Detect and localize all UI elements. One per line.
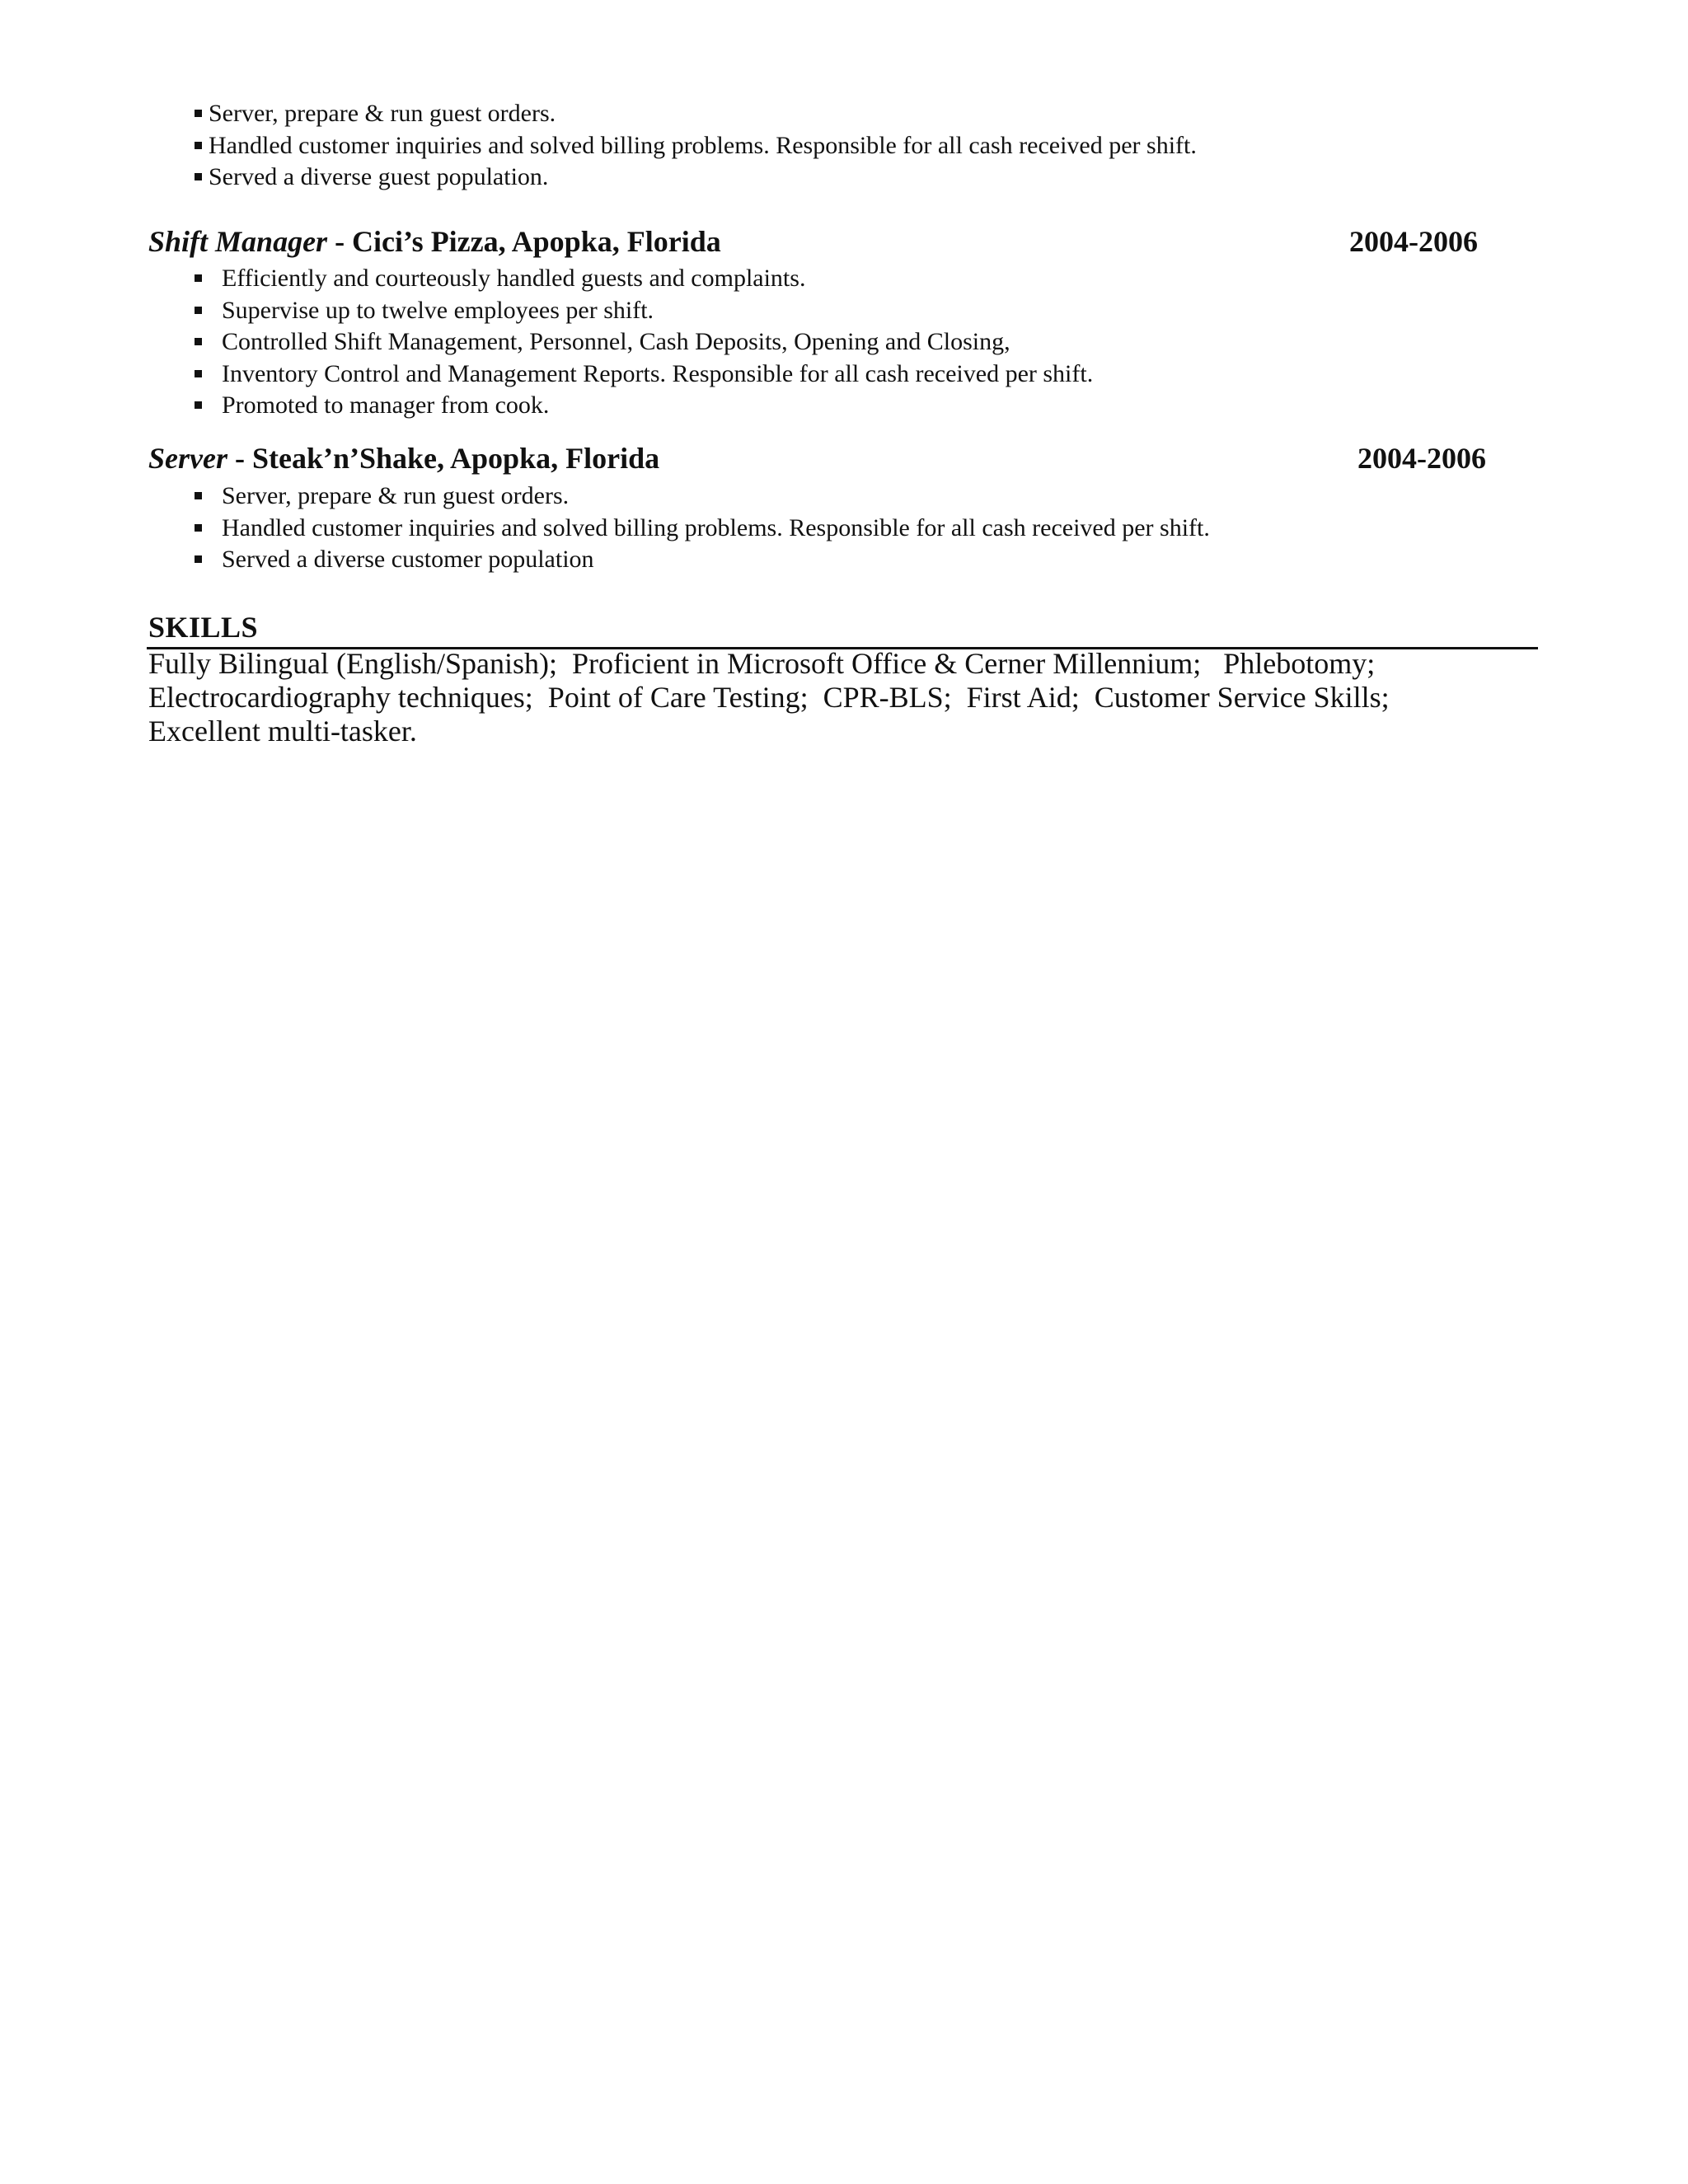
job-employer: - Steak’n’Shake, Apopka, Florida bbox=[227, 442, 660, 475]
previous-job-bullets bbox=[195, 98, 1197, 194]
skills-line: Electrocardiography techniques; Point of Care Testing; CPR-BLS; First Aid; Customer Service Skills; bbox=[148, 681, 1390, 714]
bullet-icon bbox=[195, 401, 202, 409]
bullet-icon bbox=[195, 307, 202, 314]
job-years: 2004-2006 bbox=[1349, 225, 1478, 258]
list-item: Server, prepare & run guest orders. bbox=[195, 480, 1210, 513]
skills-text bbox=[148, 647, 1533, 748]
job-role: Server bbox=[148, 442, 227, 475]
list-item: Controlled Shift Management, Personnel, Cash Deposits, Opening and Closing, bbox=[195, 326, 1093, 359]
skills-line: Fully Bilingual (English/Spanish); Proficient in Microsoft Office & Cerner Millennium; Phlebotomy; bbox=[148, 647, 1376, 680]
bullet-icon bbox=[195, 173, 202, 180]
list-item: Efficiently and courteously handled guests and complaints. bbox=[195, 263, 1093, 295]
bullet-icon bbox=[195, 492, 202, 499]
job-heading bbox=[148, 224, 721, 259]
bullet-icon bbox=[195, 524, 202, 532]
bullet-icon bbox=[195, 142, 202, 149]
list-item: Supervise up to twelve employees per shift. bbox=[195, 295, 1093, 327]
bullet-icon bbox=[195, 110, 202, 117]
bullet-icon bbox=[195, 274, 202, 282]
bullet-icon bbox=[195, 338, 202, 345]
list-item: Served a diverse guest population. bbox=[195, 162, 1197, 194]
job-role: Shift Manager bbox=[148, 225, 328, 258]
job-employer: - Cici’s Pizza, Apopka, Florida bbox=[327, 225, 721, 258]
job-years: 2004-2006 bbox=[1357, 442, 1486, 475]
bullet-icon bbox=[195, 555, 202, 563]
section-title-skills: SKILLS bbox=[148, 611, 259, 644]
list-item: Server, prepare & run guest orders. bbox=[195, 98, 1197, 130]
skills-line: Excellent multi-tasker. bbox=[148, 715, 417, 748]
list-item: Handled customer inquiries and solved billing problems. Responsible for all cash received per shift. bbox=[195, 513, 1210, 545]
job-bullets bbox=[195, 480, 1210, 576]
job-bullets bbox=[195, 263, 1093, 422]
bullet-icon bbox=[195, 370, 202, 377]
job-heading bbox=[148, 441, 659, 476]
list-item: Inventory Control and Management Reports. Responsible for all cash received per shift. bbox=[195, 359, 1093, 391]
list-item: Served a diverse customer population bbox=[195, 544, 1210, 576]
list-item: Handled customer inquiries and solved billing problems. Responsible for all cash received per shift. bbox=[195, 130, 1197, 162]
list-item: Promoted to manager from cook. bbox=[195, 390, 1093, 422]
